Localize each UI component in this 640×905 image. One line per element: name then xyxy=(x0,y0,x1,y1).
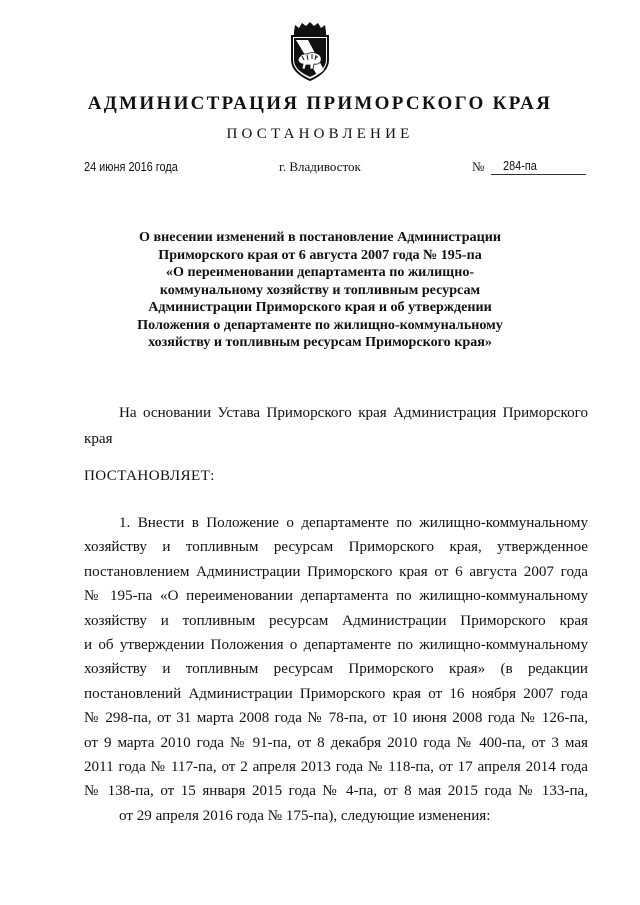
subject-line: Администрации Приморского края и об утверждении xyxy=(148,299,492,315)
number-value: 284-па xyxy=(503,158,537,173)
document-subject xyxy=(118,229,522,352)
basis-line: На основании Устава Приморского края Администрация Приморского xyxy=(119,405,588,421)
item-1-line: № 138-па, от 15 января 2015 года № 4-па, от 8 мая 2015 года № 133-па, xyxy=(84,783,588,800)
item-1-line: № 195-па «О переименовании департамента по жилищно-коммунальному xyxy=(84,588,588,605)
item-1-line: № 298-па, от 31 марта 2008 года № 78-па, от 10 июня 2008 года № 126-па, xyxy=(84,710,588,727)
item-1-line: 2011 года № 117-па, от 2 апреля 2013 года № 118-па, от 17 апреля 2014 года xyxy=(84,759,588,776)
number-underline xyxy=(491,174,586,175)
item-1-line: от 29 апреля 2016 года № 175-па), следующие изменения: xyxy=(119,807,491,824)
document-city: г. Владивосток xyxy=(279,159,361,174)
subject-line: «О переименовании департамента по жилищно- xyxy=(165,264,475,280)
subject-line: Положения о департаменте по жилищно-коммунальному xyxy=(137,316,503,333)
item-1-line: хозяйству и топливным ресурсам Приморского края» (в редакции xyxy=(84,661,588,678)
item-1-line: 1. Внести в Положение о департаменте по жилищно-коммунальному xyxy=(119,515,588,531)
item-1-line: хозяйству и топливным ресурсам Администрации Приморского края xyxy=(84,612,588,629)
document-type: ПОСТАНОВЛЕНИЕ xyxy=(226,126,414,142)
subject-line: хозяйству и топливным ресурсам Приморского края» xyxy=(148,334,492,350)
subject-line: коммунальному хозяйству и топливным ресурсам xyxy=(159,281,481,298)
basis-line: края xyxy=(84,431,113,447)
item-1-line: постановлением Администрации Приморского края от 6 августа 2007 года xyxy=(84,563,588,580)
decree-word: ПОСТАНОВЛЯЕТ: xyxy=(84,468,215,484)
item-1-line: хозяйству и топливным ресурсам Приморского края, утвержденное xyxy=(84,539,588,556)
item-1-line: от 9 марта 2010 года № 91-па, от 8 декабря 2010 года № 400-па, от 3 мая xyxy=(84,734,588,751)
basis-paragraph xyxy=(84,400,588,452)
item-1-line: постановлений Администрации Приморского края от 16 ноября 2007 года xyxy=(84,685,588,702)
item-1-line: и об утверждении Положения о департаменте по жилищно-коммунальному xyxy=(84,637,588,654)
document-date: 24 июня 2016 года xyxy=(84,159,178,174)
number-sign: № xyxy=(472,159,485,174)
subject-line: О внесении изменений в постановление Администрации xyxy=(139,229,501,245)
item-1-paragraph xyxy=(84,511,588,828)
org-title: АДМИНИСТРАЦИЯ ПРИМОРСКОГО КРАЯ xyxy=(87,93,553,114)
coat-of-arms-primorsky-icon xyxy=(288,20,332,82)
subject-line: Приморского края от 6 августа 2007 года № 195-па xyxy=(158,246,482,263)
